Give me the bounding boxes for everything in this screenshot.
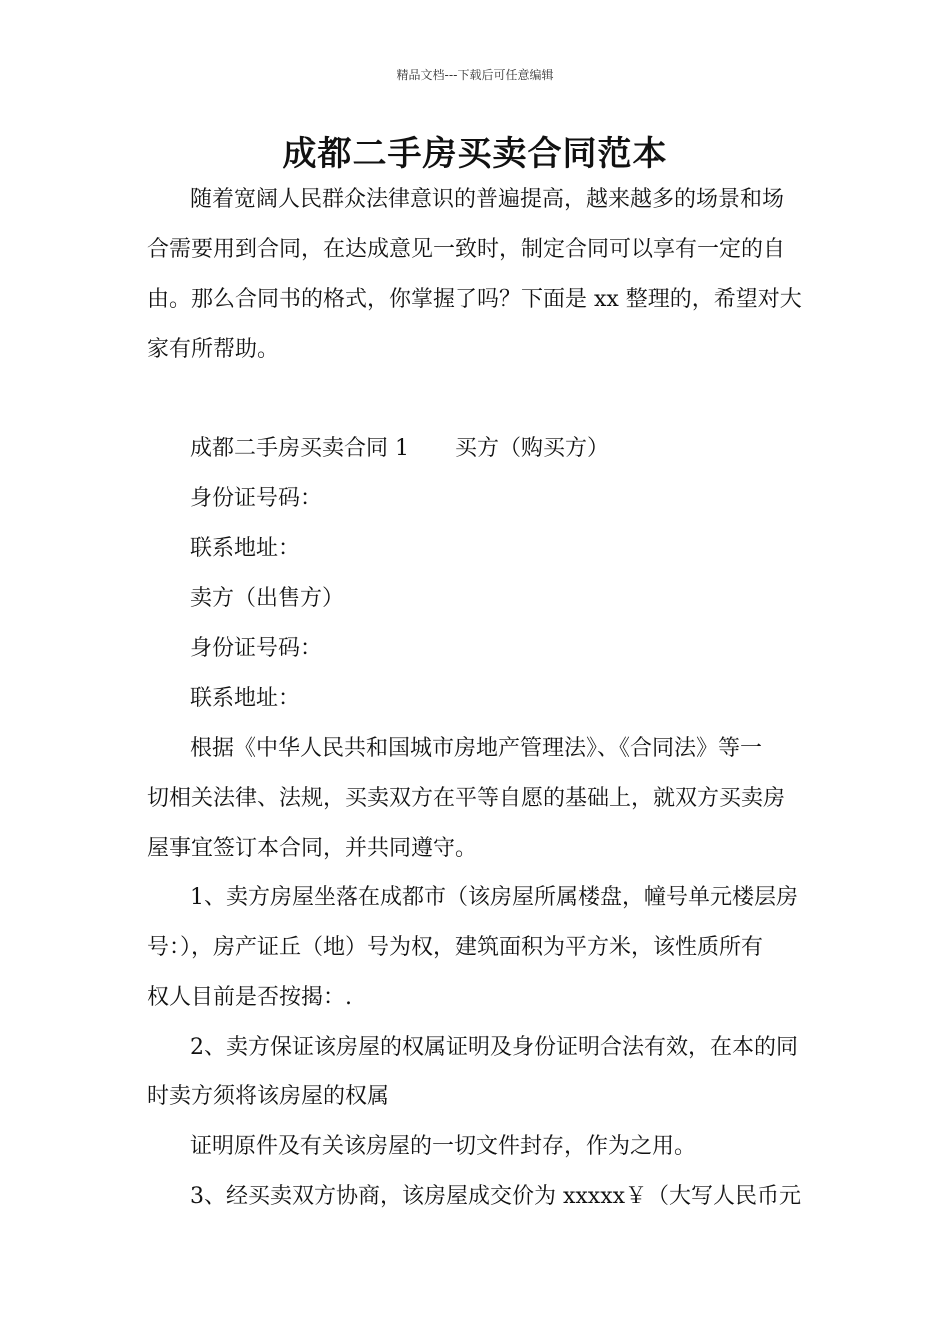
contract-heading-line	[190, 434, 609, 464]
clause-1-line: 权人目前是否按揭：.	[147, 985, 352, 1010]
body-line: 根据《中华人民共和国城市房地产管理法》、《合同法》等一	[190, 736, 763, 761]
body-line: 切相关法律、法规，买卖双方在平等自愿的基础上，就双方买卖房	[147, 786, 786, 811]
body-line: 屋事宜签订本合同，并共同遵守。	[147, 836, 478, 861]
intro-line: 家有所帮助。	[147, 337, 280, 362]
header-note: 精品文档---下载后可任意编辑	[396, 68, 554, 82]
clause-2-line: 2、卖方保证该房屋的权属证明及身份证明合法有效，在本的同	[190, 1035, 798, 1060]
clause-2-line: 证明原件及有关该房屋的一切文件封存，作为之用。	[190, 1134, 697, 1159]
clause-2-line: 时卖方须将该房屋的权属	[147, 1084, 390, 1109]
clause-1-line: 1、卖方房屋坐落在成都市（该房屋所属楼盘，幢号单元楼层房	[190, 885, 798, 910]
buyer-label: 买方（购买方）	[455, 436, 610, 461]
seller-id-field: 身份证号码：	[190, 636, 323, 661]
seller-address-field: 联系地址：	[190, 686, 301, 711]
contract-heading: 成都二手房买卖合同 1	[190, 436, 409, 461]
clause-1-line: 号：），房产证丘（地）号为权，建筑面积为平方米，该性质所有	[147, 935, 764, 960]
buyer-id-field: 身份证号码：	[190, 486, 323, 511]
buyer-address-field: 联系地址：	[190, 536, 301, 561]
intro-line: 随着宽阔人民群众法律意识的普遍提高，越来越多的场景和场	[190, 187, 785, 212]
intro-line: 合需要用到合同，在达成意见一致时，制定合同可以享有一定的自	[147, 237, 786, 262]
clause-3-line: 3、经买卖双方协商，该房屋成交价为 xxxxx￥（大写人民币元	[190, 1184, 802, 1209]
intro-line: 由。那么合同书的格式，你掌握了吗？下面是 xx 整理的，希望对大	[147, 287, 802, 312]
seller-label: 卖方（出售方）	[190, 586, 345, 611]
document-title: 成都二手房买卖合同范本	[282, 134, 668, 174]
